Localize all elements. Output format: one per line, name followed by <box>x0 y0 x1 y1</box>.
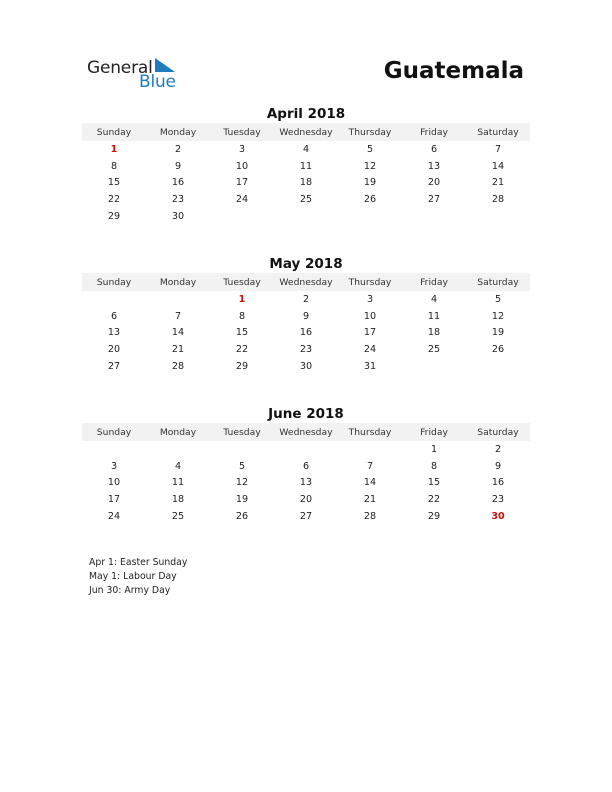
day-cell: 23 <box>299 344 313 356</box>
day-cell: 1 <box>110 143 118 155</box>
day-cell: 7 <box>174 310 182 322</box>
weekday-label: Friday <box>420 276 448 288</box>
weekday-label: Sunday <box>96 126 132 138</box>
week-row <box>82 175 530 192</box>
day-cell: 10 <box>107 477 121 489</box>
month-calendar <box>82 405 530 525</box>
week-row <box>82 208 530 225</box>
day-cell: 18 <box>171 494 185 506</box>
holiday-note: May 1: Labour Day <box>89 570 177 582</box>
month-calendar <box>82 105 530 225</box>
week-row <box>82 158 530 175</box>
day-cell: 19 <box>363 177 377 189</box>
month-title: May 2018 <box>269 256 343 272</box>
day-cell: 13 <box>107 327 121 339</box>
logo-text-blue: Blue <box>139 72 176 92</box>
day-cell: 6 <box>302 460 310 472</box>
week-row <box>82 441 530 458</box>
day-cell: 8 <box>238 310 246 322</box>
weekday-label: Monday <box>159 276 197 288</box>
day-cell: 12 <box>491 310 505 322</box>
day-cell: 28 <box>363 511 377 523</box>
weekday-label: Tuesday <box>223 126 261 138</box>
week-row <box>82 458 530 475</box>
day-cell: 16 <box>491 477 505 489</box>
weekday-label: Wednesday <box>279 426 333 438</box>
day-cell: 12 <box>235 477 249 489</box>
day-cell: 26 <box>363 194 377 206</box>
day-cell: 20 <box>427 177 441 189</box>
day-cell: 24 <box>107 511 121 523</box>
week-row <box>82 341 530 358</box>
weekday-header <box>82 423 530 441</box>
day-cell: 16 <box>171 177 185 189</box>
logo-text-general: General <box>87 58 153 78</box>
week-row <box>82 508 530 525</box>
day-cell: 17 <box>235 177 249 189</box>
holiday-notes <box>89 556 187 597</box>
day-cell: 15 <box>427 477 441 489</box>
day-cell: 25 <box>427 344 441 356</box>
day-cell: 21 <box>491 177 505 189</box>
day-cell: 22 <box>107 194 121 206</box>
weekday-label: Tuesday <box>223 276 261 288</box>
day-cell: 21 <box>171 344 185 356</box>
day-cell: 1 <box>430 443 438 455</box>
country-title: Guatemala <box>383 58 524 84</box>
day-cell: 9 <box>174 160 182 172</box>
day-cell: 19 <box>491 327 505 339</box>
day-cell: 13 <box>299 477 313 489</box>
holiday-note: Apr 1: Easter Sunday <box>89 557 188 568</box>
weekday-label: Friday <box>420 126 448 138</box>
weekday-label: Monday <box>159 126 197 138</box>
week-row <box>82 358 530 375</box>
week-row <box>82 491 530 508</box>
day-cell: 9 <box>302 310 310 322</box>
day-cell: 5 <box>494 293 502 305</box>
day-cell: 14 <box>171 327 185 339</box>
day-cell: 28 <box>171 361 185 373</box>
day-cell: 4 <box>302 143 310 155</box>
weekday-label: Thursday <box>348 426 392 438</box>
day-cell: 28 <box>491 194 505 206</box>
weekday-label: Sunday <box>96 276 132 288</box>
weekday-header <box>82 273 530 291</box>
weekday-label: Friday <box>420 426 448 438</box>
month-title: June 2018 <box>268 406 344 422</box>
day-cell: 23 <box>491 494 505 506</box>
day-cell: 24 <box>363 344 377 356</box>
day-cell: 30 <box>491 511 505 523</box>
day-cell: 2 <box>494 443 502 455</box>
weekday-label: Wednesday <box>279 276 333 288</box>
weekday-label: Saturday <box>477 126 519 138</box>
day-cell: 3 <box>110 460 118 472</box>
generalblue-logo <box>87 55 187 95</box>
weekday-header <box>82 123 530 141</box>
day-cell: 5 <box>366 143 374 155</box>
weekday-label: Monday <box>159 426 197 438</box>
day-cell: 30 <box>171 211 185 223</box>
day-cell: 2 <box>174 143 182 155</box>
day-cell: 22 <box>427 494 441 506</box>
day-cell: 19 <box>235 494 249 506</box>
day-cell: 6 <box>430 143 438 155</box>
day-cell: 10 <box>363 310 377 322</box>
week-row <box>82 141 530 158</box>
day-cell: 3 <box>238 143 246 155</box>
logo-flag-icon <box>153 57 177 73</box>
weekday-label: Saturday <box>477 276 519 288</box>
day-cell: 27 <box>427 194 441 206</box>
day-cell: 7 <box>494 143 502 155</box>
day-cell: 17 <box>107 494 121 506</box>
day-cell: 14 <box>491 160 505 172</box>
weekday-label: Thursday <box>348 126 392 138</box>
day-cell: 18 <box>427 327 441 339</box>
day-cell: 9 <box>494 460 502 472</box>
day-cell: 17 <box>363 327 377 339</box>
day-cell: 30 <box>299 361 313 373</box>
week-row <box>82 475 530 492</box>
day-cell: 27 <box>107 361 121 373</box>
weekday-label: Sunday <box>96 426 132 438</box>
day-cell: 26 <box>491 344 505 356</box>
month-title: April 2018 <box>266 106 346 122</box>
week-row <box>82 325 530 342</box>
weekday-label: Thursday <box>348 276 392 288</box>
day-cell: 16 <box>299 327 313 339</box>
day-cell: 26 <box>235 511 249 523</box>
day-cell: 4 <box>174 460 182 472</box>
day-cell: 22 <box>235 344 249 356</box>
month-calendar <box>82 255 530 375</box>
weekday-label: Tuesday <box>223 426 261 438</box>
day-cell: 29 <box>427 511 441 523</box>
day-cell: 1 <box>238 293 246 305</box>
week-row <box>82 291 530 308</box>
day-cell: 25 <box>171 511 185 523</box>
day-cell: 21 <box>363 494 377 506</box>
day-cell: 27 <box>299 511 313 523</box>
day-cell: 29 <box>107 211 121 223</box>
day-cell: 8 <box>430 460 438 472</box>
day-cell: 18 <box>299 177 313 189</box>
week-row <box>82 191 530 208</box>
day-cell: 11 <box>427 310 441 322</box>
weekday-label: Saturday <box>477 426 519 438</box>
day-cell: 11 <box>299 160 313 172</box>
day-cell: 13 <box>427 160 441 172</box>
week-row <box>82 308 530 325</box>
day-cell: 23 <box>171 194 185 206</box>
day-cell: 12 <box>363 160 377 172</box>
day-cell: 7 <box>366 460 374 472</box>
day-cell: 20 <box>107 344 121 356</box>
day-cell: 3 <box>366 293 374 305</box>
day-cell: 24 <box>235 194 249 206</box>
day-cell: 15 <box>235 327 249 339</box>
day-cell: 11 <box>171 477 185 489</box>
holiday-note: Jun 30: Army Day <box>89 584 171 596</box>
day-cell: 31 <box>363 361 377 373</box>
day-cell: 25 <box>299 194 313 206</box>
day-cell: 10 <box>235 160 249 172</box>
day-cell: 15 <box>107 177 121 189</box>
weekday-label: Wednesday <box>279 126 333 138</box>
day-cell: 6 <box>110 310 118 322</box>
day-cell: 29 <box>235 361 249 373</box>
day-cell: 4 <box>430 293 438 305</box>
day-cell: 5 <box>238 460 246 472</box>
day-cell: 2 <box>302 293 310 305</box>
day-cell: 20 <box>299 494 313 506</box>
day-cell: 14 <box>363 477 377 489</box>
day-cell: 8 <box>110 160 118 172</box>
